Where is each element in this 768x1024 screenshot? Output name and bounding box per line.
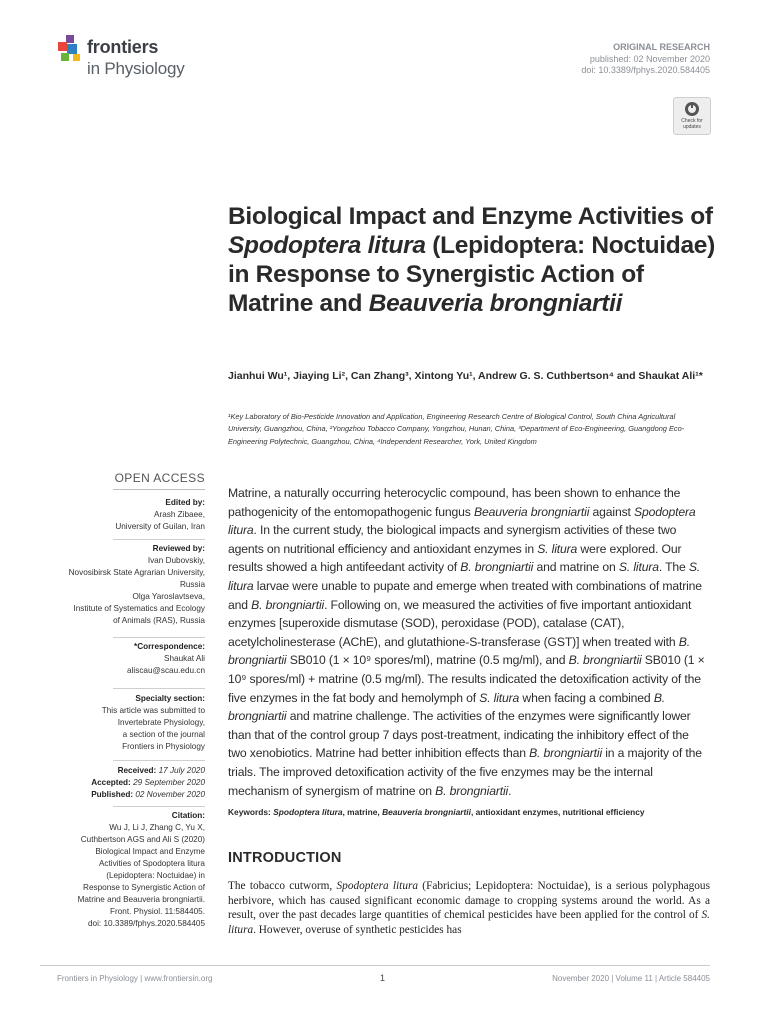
citation-line: Response to Synergistic Action of — [83, 883, 205, 892]
abstract-text: Matrine, a naturally occurring heterocyclic compound, has been shown to enhance the pathogenicity of the entomopathogenic fungus — [228, 486, 681, 519]
intro-text: (Fabricius; Lepidoptera: Noctuidae), is a serious polyphagous herbivore, which has caused significant economic damage to cropping systems around the world. As a result, over the past decades large quantities of chemical pesticides have been applied for the control of — [228, 880, 710, 922]
check-for-updates-label: Check for updates — [681, 118, 703, 130]
intro-paragraph — [228, 879, 710, 938]
abstract-text: in a majority of the trials. The improved detoxification activity of the five enzymes may be the internal mechanism of synergism of matrine on — [228, 746, 702, 798]
title-species: Spodoptera litura — [228, 232, 426, 259]
frontiers-logo-icon — [57, 35, 85, 65]
check-for-updates-button[interactable] — [673, 97, 711, 135]
footer-journal-link[interactable]: Frontiers in Physiology | www.frontiersin.org — [57, 974, 213, 983]
published-value: 02 November 2020 — [135, 790, 205, 799]
specialty-line: Frontiers in Physiology — [122, 742, 205, 751]
reviewed-by-block — [40, 543, 205, 627]
correspondence-block — [40, 641, 205, 677]
abstract-text: larvae were unable to pupate and emerge when treated with combinations of matrine and — [228, 578, 702, 612]
reviewer-line: Olga Yaroslavtseva, — [132, 592, 205, 601]
intro-text: The tobacco cutworm, — [228, 880, 337, 892]
published-date: published: 02 November 2020 — [589, 53, 710, 64]
species-name: B. brongniartii — [228, 690, 666, 724]
species-name: B. brongniartii — [568, 653, 642, 668]
abstract — [228, 484, 710, 800]
species-name: B. brongniartii — [251, 597, 325, 612]
species-name: B. brongniartii — [435, 783, 509, 798]
specialty-line: a section of the journal — [122, 730, 205, 739]
abstract-text: . Following on, we measured the activities of five important antioxidant enzymes [superoxide dismutase (SOD), peroxidase (POD), catalase (CAT), acetylcholinesterase (AChE), and glutathione-S-transferase (GST)] when treated with — [228, 597, 692, 649]
dates-block — [40, 765, 205, 801]
accepted-value: 29 September 2020 — [133, 778, 205, 787]
abstract-text: . In the current study, the biological impacts and synergism activities of these two agents on nutritional efficiency and antioxidant enzymes in — [228, 523, 677, 556]
species-name: S. litura — [537, 541, 578, 556]
specialty-line: Invertebrate Physiology, — [117, 718, 205, 727]
specialty-block — [40, 693, 205, 753]
keyword: Spodoptera litura — [273, 807, 343, 817]
citation-line: Matrine and Beauveria brongniartii. — [77, 895, 205, 904]
species-name: B. brongniartii — [460, 560, 534, 575]
author-list[interactable]: Jianhui Wu¹, Jiaying Li², Can Zhang³, Xintong Yu¹, Andrew G. S. Cuthbertson⁴ and Shaukat Ali¹* — [228, 370, 703, 382]
reviewer-line: Institute of Systematics and Ecology — [73, 604, 205, 613]
species-name: S. litura — [228, 909, 710, 937]
title-text: (Lepidoptera: Noctuidae) in Response to Synergistic Action of Matrine and — [228, 232, 715, 317]
received-date — [40, 765, 205, 777]
title-text: Biological Impact and Enzyme Activities of — [228, 203, 713, 230]
divider — [113, 489, 205, 490]
divider — [113, 539, 205, 540]
divider — [113, 688, 205, 689]
citation-line: Activities of Spodoptera litura — [98, 859, 205, 868]
specialty-line: This article was submitted to — [101, 706, 205, 715]
reviewer-line: Russia — [179, 580, 205, 589]
keyword: , matrine, — [342, 807, 383, 817]
editor-line: Arash Zibaee, — [154, 510, 205, 519]
abstract-text: were explored. Our results showed a high antifeedant activity of — [228, 541, 682, 575]
specialty-label: Specialty section: — [135, 694, 205, 703]
species-name: S. litura — [618, 560, 659, 575]
citation-doi[interactable]: doi: 10.3389/fphys.2020.584405 — [88, 919, 205, 928]
correspondence-email[interactable]: aliscau@scau.edu.cn — [127, 666, 205, 675]
abstract-text: against — [589, 504, 634, 519]
received-value: 17 July 2020 — [158, 766, 205, 775]
species-name: S. litura — [479, 690, 520, 705]
species-name: Spodoptera litura — [228, 504, 696, 538]
citation-line: Front. Physiol. 11:584405. — [110, 907, 205, 916]
abstract-text: SB010 (1 × 10⁹ spores/ml), matrine (0.5 mg/ml), and — [286, 653, 569, 668]
keyword: , antioxidant enzymes, nutritional efficiency — [470, 807, 645, 817]
abstract-text: and matrine on — [533, 560, 619, 575]
reviewer-line: of Animals (RAS), Russia — [113, 616, 205, 625]
citation-label: Citation: — [171, 811, 205, 820]
editor-line: University of Guilan, Iran — [115, 522, 205, 531]
check-for-updates-icon — [684, 101, 700, 117]
edited-by-block — [40, 497, 205, 533]
abstract-text: . — [508, 783, 512, 798]
reviewer-line: Ivan Dubovskiy, — [147, 556, 205, 565]
reviewer-line: Novosibirsk State Agrarian University, — [68, 568, 205, 577]
article-title — [228, 202, 728, 318]
journal-logo[interactable] — [57, 33, 257, 83]
abstract-text: SB010 (1 × 10⁹ spores/ml) + matrine (0.5 mg/ml). The results indicated the detoxification activity of the five enzymes in the fat body and hemolymph of — [228, 653, 705, 705]
intro-text: . However, overuse of synthetic pesticides has — [253, 924, 462, 937]
page-number: 1 — [380, 973, 386, 983]
abstract-text: and matrine challenge. The activities of the enzymes were significantly lower than that of the control group 7 days post-treatment, indicating the inhibitory effect of the two xenobiotics. Matrine had better inhibition effects than — [228, 709, 691, 761]
abstract-text: when facing a combined — [519, 690, 654, 705]
divider — [113, 637, 205, 638]
title-species: Beauveria brongniartii — [368, 290, 623, 317]
logo-line-1: frontiers — [87, 37, 159, 57]
section-heading: INTRODUCTION — [228, 850, 342, 866]
edited-by-label: Edited by: — [165, 498, 205, 507]
citation-line: Cuthbertson AGS and Ali S (2020) — [80, 835, 205, 844]
citation-line: (Lepidoptera: Noctuidae) in — [106, 871, 205, 880]
keywords — [228, 807, 710, 817]
correspondence-name: Shaukat Ali — [164, 654, 205, 663]
abstract-text: . The — [658, 560, 689, 575]
species-name: Spodoptera litura — [336, 880, 419, 892]
open-access-label: OPEN ACCESS — [114, 471, 205, 485]
citation-line: Biological Impact and Enzyme — [95, 847, 205, 856]
published-label: Published: — [91, 790, 134, 799]
species-name: B. brongniartii — [228, 634, 690, 668]
reviewed-by-label: Reviewed by: — [152, 544, 205, 553]
species-name: B. brongniartii — [529, 746, 603, 761]
keyword: Beauveria brongniartii — [382, 807, 471, 817]
species-name: Beauveria brongniartii — [474, 504, 590, 519]
citation-block — [40, 810, 205, 930]
species-name: S. litura — [228, 560, 701, 593]
received-label: Received: — [117, 766, 157, 775]
affiliations: ¹Key Laboratory of Bio-Pesticide Innovation and Application, Engineering Research Centre of Biological Control, South China Agricultural University, Guangzhou, China, ²Yongzhou Tobacco Company, Yongzhou, Hunan, China, ³Department of Eco-Engineering, Guangdong Eco-Engineering Polytechnic, Guangzhou, China, ⁴Independent Researcher, York, United Kingdom — [228, 412, 685, 446]
logo-line-2: in Physiology — [87, 59, 185, 78]
footer-issue: November 2020 | Volume 11 | Article 584405 — [552, 974, 710, 983]
keywords-label: Keywords: — [228, 807, 274, 817]
article-doi[interactable]: doi: 10.3389/fphys.2020.584405 — [581, 65, 710, 75]
divider — [113, 806, 205, 807]
divider — [113, 760, 205, 761]
published-date-side — [40, 789, 205, 801]
citation-line: Wu J, Li J, Zhang C, Yu X, — [109, 823, 205, 832]
article-type: ORIGINAL RESEARCH — [613, 42, 710, 52]
accepted-date — [40, 777, 205, 789]
article-meta — [581, 42, 710, 77]
footer-divider — [40, 965, 710, 966]
accepted-label: Accepted: — [91, 778, 131, 787]
correspondence-label: *Correspondence: — [134, 642, 205, 651]
